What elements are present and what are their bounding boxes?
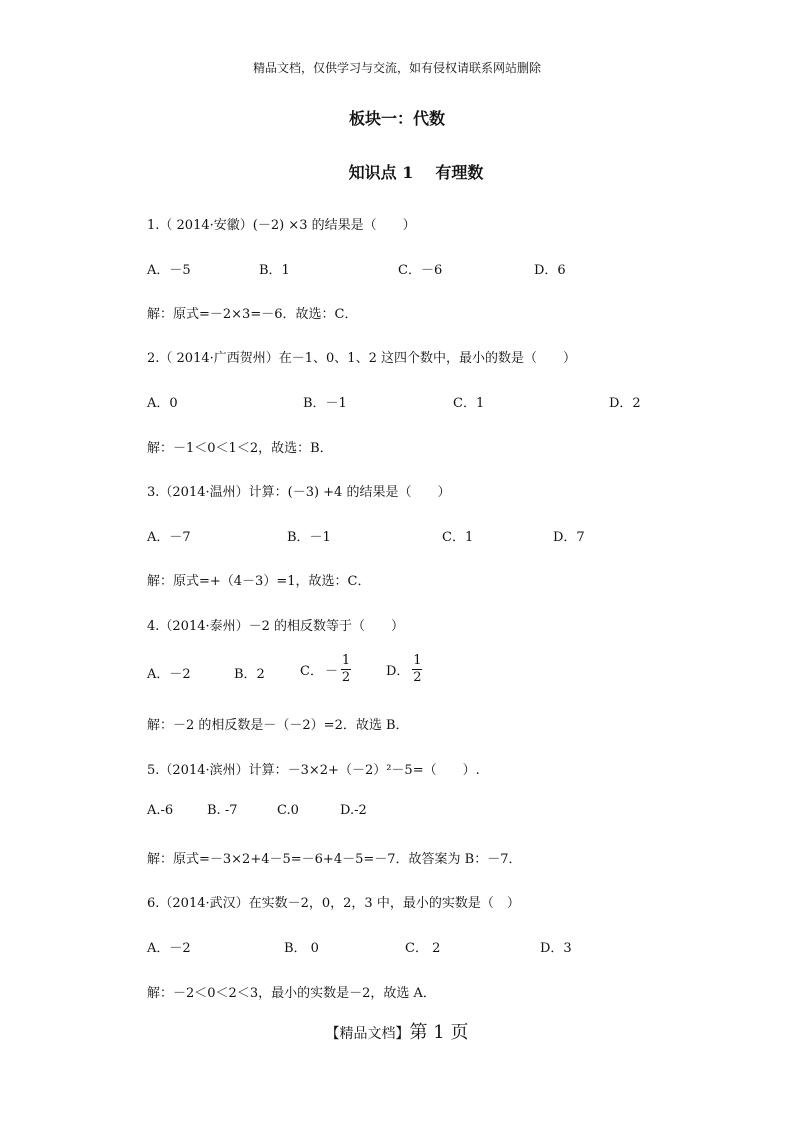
page-header: 精品文档，仅供学习与交流，如有侵权请联系网站删除 — [252, 61, 541, 75]
question-6-option-a: A．－2 — [147, 941, 191, 956]
section-title: 板块一：代数 — [348, 109, 445, 128]
question-6-stem: 6.（2014·武汉）在实数－2，0，2，3 中，最小的实数是（ ） — [147, 896, 520, 911]
fraction-denominator: 2 — [413, 669, 422, 685]
question-4-option-c-fraction — [341, 654, 351, 684]
question-5-option-a: A.-6 — [147, 803, 174, 818]
question-5-stem: 5.（2014·滨州）计算：－3×2+（－2）²－5=（ ）. — [147, 763, 480, 778]
question-4-option-d-label: D． — [386, 663, 410, 679]
question-1-option-a: A．－5 — [147, 263, 191, 278]
question-6-option-d: D．3 — [540, 941, 572, 956]
question-2-option-a: A．0 — [147, 396, 178, 411]
footer-tag: 【精品文档】 — [325, 1026, 410, 1042]
question-4-option-b: B．2 — [234, 667, 265, 682]
question-3-option-a: A．－7 — [147, 530, 191, 545]
question-5-option-b: B. -7 — [207, 803, 238, 818]
knowledge-point-topic: 有理数 — [435, 163, 484, 182]
question-2-solution: 解：－1＜0＜1＜2，故选：B． — [147, 441, 333, 456]
knowledge-point-label: 知识点 1 — [348, 163, 414, 182]
question-3-solution: 解：原式=+（4－3）=1，故选：C． — [147, 574, 371, 589]
question-2-stem: 2.（ 2014·广西贺州）在－1、0、1、2 这四个数中，最小的数是（ ） — [147, 351, 576, 366]
question-4-option-d-fraction — [412, 654, 422, 684]
question-1-option-b: B．1 — [259, 263, 290, 278]
question-6-option-c: C． 2 — [405, 941, 441, 956]
question-1-option-c: C．－6 — [398, 263, 443, 278]
question-2-option-d: D．2 — [609, 396, 641, 411]
question-1-stem: 1.（ 2014·安徽）(－2) ×3 的结果是（ ） — [147, 218, 416, 233]
question-3-stem: 3.（2014·温州）计算：(－3) +4 的结果是（ ） — [147, 485, 451, 500]
fraction-numerator: 1 — [341, 653, 351, 668]
question-4-option-c-label: C． — [300, 663, 323, 679]
page-number: 第 1 页 — [409, 1022, 469, 1043]
question-2-option-b: B．－1 — [303, 396, 347, 411]
question-4-stem: 4.（2014·泰州）－2 的相反数等于（ ） — [147, 619, 405, 634]
fraction-denominator: 2 — [341, 669, 351, 685]
question-4-option-d — [386, 654, 422, 684]
question-6-solution: 解：－2＜0＜2＜3，最小的实数是－2，故选 A． — [147, 986, 436, 1001]
question-4-option-a: A．－2 — [147, 667, 191, 682]
question-3-option-b: B．－1 — [287, 530, 331, 545]
page-footer — [0, 1018, 794, 1044]
question-2-option-c: C．1 — [453, 396, 485, 411]
question-3-option-d: D．7 — [553, 530, 585, 545]
question-6-option-b: B． 0 — [284, 941, 319, 956]
question-4-solution: 解：－2 的相反数是－（－2）=2．故选 B． — [147, 718, 409, 733]
question-5-option-c: C.0 — [277, 803, 299, 818]
question-5-solution: 解：原式=－3×2+4－5=－6+4－5=－7．故答案为 B：－7． — [147, 852, 522, 867]
knowledge-point-title — [0, 160, 794, 183]
fraction-numerator: 1 — [413, 653, 422, 668]
question-4-option-c — [300, 654, 351, 684]
question-4-option-c-sign: － — [324, 663, 338, 679]
question-1-solution: 解：原式=－2×3=－6．故选：C． — [147, 307, 358, 322]
question-5-option-d: D.-2 — [340, 803, 367, 818]
question-3-option-c: C．1 — [442, 530, 474, 545]
question-1-option-d: D．6 — [534, 263, 566, 278]
